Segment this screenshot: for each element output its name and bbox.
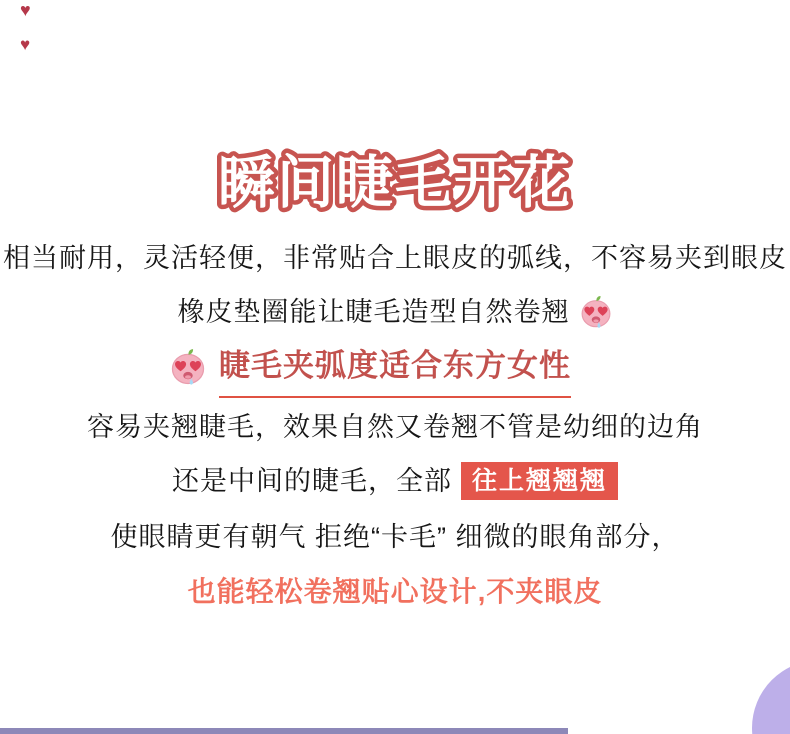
body-line-2 (0, 294, 790, 330)
body-line-1: 相当耐用，灵活轻便，非常贴合上眼皮的弧线，不容易夹到眼皮 (3, 243, 787, 273)
page-title: 瞬间睫毛开花 (218, 151, 572, 215)
red-heading-underlined (219, 348, 571, 398)
bottom-section-bar (0, 728, 568, 734)
title-banner (0, 136, 790, 228)
peach-heart-eyes-emoji (579, 295, 613, 329)
body-line-2-text: 橡皮垫圈能让睫毛造型自然卷翘 (177, 297, 570, 327)
lavender-circle (752, 660, 790, 734)
peach-heart-eyes-emoji (169, 348, 207, 386)
highlight-badge: 往上翘翘翘 (461, 462, 618, 500)
body-line-6: 使眼睛更有朝气 拒绝“卡毛” 细微的眼角部分， (110, 522, 680, 552)
body-line-5 (0, 462, 790, 500)
body-line-5-text: 还是中间的睫毛，全部 (171, 466, 452, 496)
heart-icon: ♥ (20, 0, 31, 20)
heart-icon: ♥ (20, 35, 31, 54)
red-heading-text: 睫毛夹弧度适合东方女性 (219, 348, 571, 383)
body-line-4: 容易夹翘睫毛，效果自然又卷翘不管是幼细的边角 (87, 412, 703, 442)
accent-line: 也能轻松卷翘贴心设计,不夹眼皮 (187, 576, 603, 607)
